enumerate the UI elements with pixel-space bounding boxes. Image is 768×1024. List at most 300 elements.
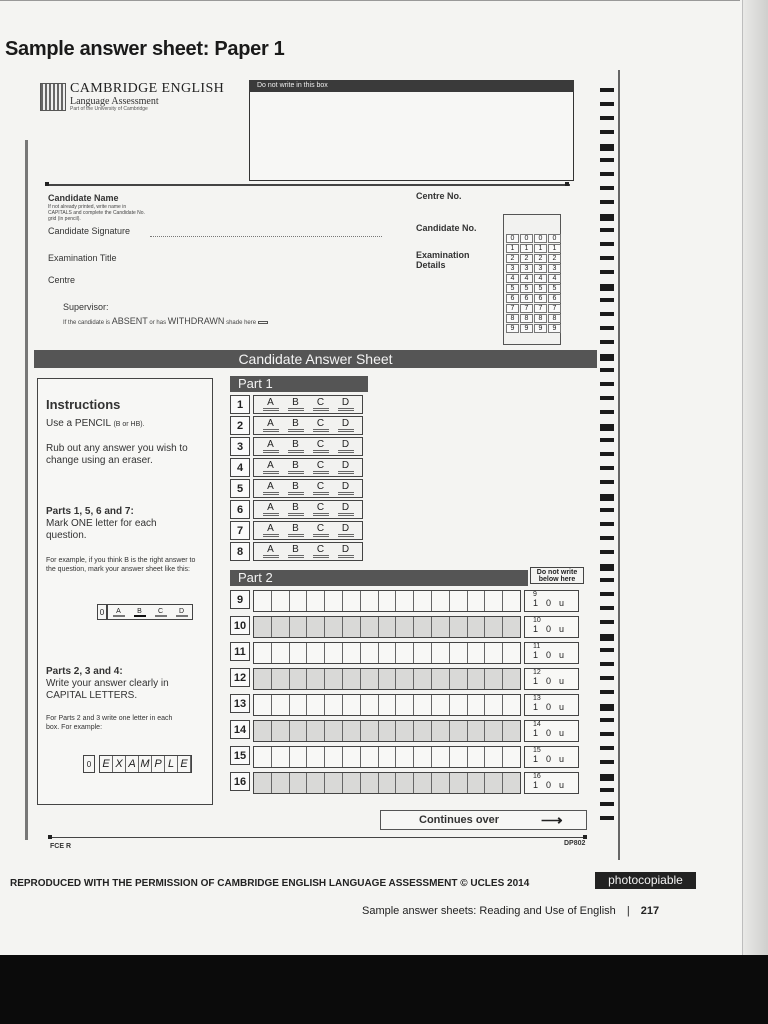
letter-box[interactable] <box>468 617 486 637</box>
letter-box[interactable] <box>254 591 272 611</box>
letter-box[interactable] <box>325 617 343 637</box>
digit-cell[interactable]: 5 <box>534 284 547 293</box>
answer-letter-boxes[interactable] <box>253 772 521 794</box>
letter-box[interactable] <box>361 773 379 793</box>
letter-box[interactable] <box>307 669 325 689</box>
letter-box[interactable] <box>343 617 361 637</box>
answer-options <box>253 479 363 498</box>
question-number: 2 <box>230 416 250 435</box>
letter-box[interactable] <box>379 617 397 637</box>
question-number: 16 <box>230 772 250 791</box>
answer-option-b[interactable]: B <box>288 398 304 411</box>
digit-cell[interactable]: 6 <box>506 294 519 303</box>
digit-cell[interactable]: 6 <box>548 294 561 303</box>
answer-option-d[interactable]: D <box>338 398 354 411</box>
timing-mark <box>600 312 614 316</box>
timing-mark <box>600 340 614 344</box>
letter-box[interactable] <box>468 669 486 689</box>
letter-box[interactable] <box>396 773 414 793</box>
footer-divider <box>48 837 585 838</box>
letter-box[interactable] <box>396 669 414 689</box>
letter-box[interactable] <box>432 591 450 611</box>
answer-option-c[interactable]: C <box>313 440 329 453</box>
score-digit: 0 <box>546 780 552 790</box>
digit-cell[interactable]: 5 <box>548 284 561 293</box>
answer-option-d[interactable]: D <box>338 524 354 537</box>
letter-box[interactable] <box>468 747 486 767</box>
letter-box[interactable] <box>396 591 414 611</box>
part2-row <box>230 668 579 690</box>
letter-box[interactable] <box>254 643 272 663</box>
letter-box[interactable] <box>379 643 397 663</box>
timing-mark <box>600 816 614 820</box>
digit-cell[interactable]: 3 <box>506 264 519 273</box>
letter-box[interactable] <box>485 773 503 793</box>
timing-mark <box>600 200 614 204</box>
answer-option-b[interactable]: B <box>288 503 304 516</box>
score-digit: u <box>559 650 565 660</box>
shield-logo-icon <box>40 83 66 111</box>
digit-cell[interactable]: 3 <box>548 264 561 273</box>
digit-cell[interactable]: 6 <box>520 294 533 303</box>
answer-option-c[interactable]: C <box>313 398 329 411</box>
digit-cell[interactable]: 3 <box>534 264 547 273</box>
digit-cell[interactable]: 3 <box>520 264 533 273</box>
answer-option-a[interactable]: A <box>263 482 279 495</box>
letter-box[interactable] <box>414 643 432 663</box>
letter-box[interactable] <box>343 669 361 689</box>
question-number: 3 <box>230 437 250 456</box>
digit-cell[interactable]: 8 <box>506 314 519 323</box>
letter-box[interactable] <box>307 721 325 741</box>
letter-box[interactable] <box>468 591 486 611</box>
continues-over-label: Continues over <box>419 814 500 826</box>
digit-cell[interactable]: 2 <box>534 254 547 263</box>
answer-option-b[interactable]: B <box>288 482 304 495</box>
letter-box[interactable] <box>379 773 397 793</box>
letter-box[interactable] <box>361 721 379 741</box>
signature-line[interactable] <box>150 236 382 237</box>
digit-cell[interactable]: 8 <box>534 314 547 323</box>
letter-box[interactable] <box>361 643 379 663</box>
timing-mark <box>600 382 614 386</box>
letter-box[interactable] <box>379 747 397 767</box>
reproduced-notice: REPRODUCED WITH THE PERMISSION OF CAMBRIDGE ENGLISH LANGUAGE ASSESSMENT © UCLES 2014 <box>10 878 530 889</box>
part1-questions <box>230 395 363 563</box>
letter-box[interactable] <box>307 773 325 793</box>
answer-option-d[interactable]: D <box>338 419 354 432</box>
letter-box[interactable] <box>503 669 520 689</box>
timing-mark <box>600 354 614 361</box>
score-digits <box>533 702 578 712</box>
letter-box[interactable] <box>450 747 468 767</box>
letter-box[interactable] <box>396 617 414 637</box>
letter-box[interactable] <box>254 747 272 767</box>
letter-box[interactable] <box>290 669 308 689</box>
answer-letter-boxes[interactable] <box>253 746 521 768</box>
score-digit: u <box>559 780 565 790</box>
digit-cell[interactable]: 0 <box>506 234 519 243</box>
digit-cell[interactable]: 7 <box>520 304 533 313</box>
letter-box[interactable] <box>325 747 343 767</box>
answer-option-a[interactable]: A <box>263 440 279 453</box>
score-box <box>524 668 579 690</box>
letter-box[interactable] <box>450 669 468 689</box>
answer-option-c[interactable]: C <box>313 503 329 516</box>
letter-box[interactable] <box>307 695 325 715</box>
part1-row <box>230 416 363 435</box>
digit-cell[interactable]: 9 <box>520 324 533 333</box>
example-letter-box: A <box>126 756 139 772</box>
digit-cell[interactable]: 4 <box>520 274 533 283</box>
letter-box[interactable] <box>307 747 325 767</box>
page-reference-text: Sample answer sheets: Reading and Use of English <box>362 905 616 917</box>
letter-box[interactable] <box>503 721 520 741</box>
digit-cell[interactable]: 2 <box>506 254 519 263</box>
letter-box[interactable] <box>254 721 272 741</box>
letter-box[interactable] <box>290 617 308 637</box>
score-digits <box>533 754 578 764</box>
example-answer <box>97 604 193 620</box>
digit-cell[interactable]: 5 <box>520 284 533 293</box>
digit-cell[interactable]: 8 <box>548 314 561 323</box>
answer-option-d[interactable]: D <box>338 503 354 516</box>
letter-box[interactable] <box>468 773 486 793</box>
letter-box[interactable] <box>325 721 343 741</box>
header-divider <box>45 184 570 186</box>
letter-box[interactable] <box>272 617 290 637</box>
letter-box[interactable] <box>307 617 325 637</box>
letter-box[interactable] <box>468 643 486 663</box>
letter-box[interactable] <box>290 643 308 663</box>
letter-box[interactable] <box>468 721 486 741</box>
answer-option-a[interactable]: A <box>263 419 279 432</box>
letter-box[interactable] <box>503 617 520 637</box>
answer-options <box>253 458 363 477</box>
letter-box[interactable] <box>485 669 503 689</box>
digit-cell[interactable]: 9 <box>548 324 561 333</box>
timing-mark <box>600 774 614 781</box>
letter-box[interactable] <box>432 721 450 741</box>
letter-box[interactable] <box>450 643 468 663</box>
letter-box[interactable] <box>307 643 325 663</box>
timing-mark <box>600 620 614 624</box>
letter-box[interactable] <box>432 747 450 767</box>
scan-border <box>0 955 768 1024</box>
photocopiable-badge: photocopiable <box>595 872 696 889</box>
digit-cell[interactable]: 1 <box>548 244 561 253</box>
answer-option-d[interactable]: D <box>338 461 354 474</box>
letter-box[interactable] <box>361 669 379 689</box>
digit-cell[interactable]: 9 <box>534 324 547 333</box>
question-number: 15 <box>230 746 250 765</box>
logo-subtitle: Language Assessment <box>70 96 159 107</box>
part1-row <box>230 521 363 540</box>
answer-option-b[interactable]: B <box>288 461 304 474</box>
letter-box[interactable] <box>396 643 414 663</box>
letter-box[interactable] <box>361 591 379 611</box>
letter-box[interactable] <box>396 721 414 741</box>
part1-row <box>230 500 363 519</box>
absent-shade-box[interactable] <box>258 321 268 324</box>
answer-option-c[interactable]: C <box>313 419 329 432</box>
question-number: 11 <box>230 642 250 661</box>
letter-box[interactable] <box>272 721 290 741</box>
letter-box[interactable] <box>468 695 486 715</box>
score-question-ref: 16 <box>533 773 541 780</box>
letter-box[interactable] <box>343 721 361 741</box>
answer-option-a[interactable]: A <box>263 398 279 411</box>
score-digit: 1 <box>533 780 539 790</box>
answer-option-c[interactable]: C <box>313 524 329 537</box>
letter-box[interactable] <box>432 695 450 715</box>
letter-box[interactable] <box>290 747 308 767</box>
digit-cell[interactable]: 5 <box>506 284 519 293</box>
letter-box[interactable] <box>325 643 343 663</box>
absent-word: ABSENT <box>111 316 148 326</box>
letter-box[interactable] <box>254 695 272 715</box>
letter-box[interactable] <box>379 591 397 611</box>
question-number: 4 <box>230 458 250 477</box>
letter-box[interactable] <box>503 695 520 715</box>
letter-box[interactable] <box>290 721 308 741</box>
timing-mark <box>600 410 614 414</box>
letter-box[interactable] <box>290 773 308 793</box>
letter-box[interactable] <box>343 773 361 793</box>
digit-cell[interactable]: 7 <box>548 304 561 313</box>
letter-box[interactable] <box>450 591 468 611</box>
letter-box[interactable] <box>485 747 503 767</box>
answer-letter-boxes[interactable] <box>253 590 521 612</box>
letter-box[interactable] <box>361 617 379 637</box>
answer-option-b[interactable]: B <box>288 545 304 558</box>
digit-cell[interactable]: 1 <box>534 244 547 253</box>
letter-box[interactable] <box>450 773 468 793</box>
answer-letter-boxes[interactable] <box>253 642 521 664</box>
logo-subtitle-2: Part of the University of Cambridge <box>70 106 148 112</box>
letter-box[interactable] <box>343 747 361 767</box>
digit-cell[interactable]: 9 <box>506 324 519 333</box>
answer-options <box>253 542 363 561</box>
part2-row <box>230 694 579 716</box>
digit-cell[interactable]: 4 <box>506 274 519 283</box>
timing-mark <box>600 536 614 540</box>
letter-box[interactable] <box>503 747 520 767</box>
exam-title-label: Examination Title <box>48 253 117 263</box>
letter-box[interactable] <box>432 643 450 663</box>
letter-box[interactable] <box>361 747 379 767</box>
digit-cell[interactable]: 8 <box>520 314 533 323</box>
question-number: 12 <box>230 668 250 687</box>
timing-mark <box>600 606 614 610</box>
part2-row <box>230 772 579 794</box>
letter-box[interactable] <box>379 669 397 689</box>
digit-cell[interactable]: 1 <box>520 244 533 253</box>
digit-cell[interactable]: 2 <box>520 254 533 263</box>
answer-option-c[interactable]: C <box>313 545 329 558</box>
digit-cell[interactable]: 0 <box>548 234 561 243</box>
letter-box[interactable] <box>379 695 397 715</box>
letter-box[interactable] <box>254 773 272 793</box>
timing-mark <box>600 522 614 526</box>
digit-cell[interactable]: 1 <box>506 244 519 253</box>
answer-letter-boxes[interactable] <box>253 668 521 690</box>
letter-box[interactable] <box>414 747 432 767</box>
letter-box[interactable] <box>396 695 414 715</box>
letter-box[interactable] <box>254 669 272 689</box>
centre-no-label: Centre No. <box>416 191 462 201</box>
form-code-left: FCE R <box>50 843 71 850</box>
score-digit: u <box>559 676 565 686</box>
digit-cell[interactable]: 4 <box>534 274 547 283</box>
answer-letter-boxes[interactable] <box>253 694 521 716</box>
example-letter-box: L <box>165 756 178 772</box>
parts-1567-heading: Parts 1, 5, 6 and 7: <box>46 506 134 517</box>
example-option: B <box>134 608 146 617</box>
answer-option-c[interactable]: C <box>313 482 329 495</box>
letter-box[interactable] <box>396 747 414 767</box>
example-letter-box: E <box>178 756 191 772</box>
letter-box[interactable] <box>414 695 432 715</box>
letter-box[interactable] <box>290 695 308 715</box>
timing-mark <box>600 578 614 582</box>
absent-note <box>63 316 268 326</box>
letter-box[interactable] <box>432 669 450 689</box>
digit-cell[interactable]: 0 <box>534 234 547 243</box>
arrow-right-icon: ⟶ <box>541 812 563 829</box>
timing-mark <box>600 648 614 652</box>
score-digits <box>533 676 578 686</box>
question-number: 6 <box>230 500 250 519</box>
answer-letter-boxes[interactable] <box>253 720 521 742</box>
score-digit: u <box>559 728 565 738</box>
candidate-no-label: Candidate No. <box>416 223 477 233</box>
answer-option-b[interactable]: B <box>288 440 304 453</box>
digit-cell[interactable]: 6 <box>534 294 547 303</box>
timing-mark <box>600 662 614 666</box>
timing-mark <box>600 396 614 400</box>
letter-box[interactable] <box>432 773 450 793</box>
letter-box[interactable] <box>325 695 343 715</box>
digit-cell[interactable]: 7 <box>506 304 519 313</box>
logo-name: CAMBRIDGE ENGLISH <box>70 81 225 96</box>
letter-box[interactable] <box>485 695 503 715</box>
timing-mark <box>600 88 614 92</box>
score-digit: u <box>559 754 565 764</box>
answer-option-a[interactable]: A <box>263 524 279 537</box>
example-num: 0 <box>97 604 107 620</box>
registration-mark <box>565 182 569 186</box>
score-digit: 0 <box>546 624 552 634</box>
example-text: For example, if you think B is the right answer to the question, mark your answer sheet like this: <box>46 557 196 573</box>
letter-box[interactable] <box>414 721 432 741</box>
letter-box[interactable] <box>379 721 397 741</box>
letter-box[interactable] <box>325 669 343 689</box>
letter-box[interactable] <box>307 591 325 611</box>
score-box <box>524 746 579 768</box>
letter-box[interactable] <box>450 617 468 637</box>
letter-box[interactable] <box>343 591 361 611</box>
registration-mark <box>583 835 587 839</box>
letter-box[interactable] <box>450 695 468 715</box>
letter-box[interactable] <box>343 643 361 663</box>
letter-box[interactable] <box>325 591 343 611</box>
letter-box[interactable] <box>432 617 450 637</box>
letter-box[interactable] <box>485 591 503 611</box>
answer-option-a[interactable]: A <box>263 503 279 516</box>
example-word-boxes <box>99 755 192 773</box>
answer-option-d[interactable]: D <box>338 440 354 453</box>
answer-option-b[interactable]: B <box>288 524 304 537</box>
digit-cell[interactable]: 0 <box>520 234 533 243</box>
answer-option-a[interactable]: A <box>263 545 279 558</box>
do-not-write-label: Do not write in this box <box>249 80 574 92</box>
timing-mark <box>600 480 614 484</box>
timing-mark <box>600 130 614 134</box>
answer-option-c[interactable]: C <box>313 461 329 474</box>
answer-letter-boxes[interactable] <box>253 616 521 638</box>
question-number: 10 <box>230 616 250 635</box>
part2-heading: Part 2 <box>230 570 528 586</box>
answer-options <box>253 521 363 540</box>
letter-box[interactable] <box>272 747 290 767</box>
score-digits <box>533 624 578 634</box>
question-number: 14 <box>230 720 250 739</box>
letter-box[interactable] <box>254 617 272 637</box>
timing-mark <box>600 256 614 260</box>
letter-box[interactable] <box>325 773 343 793</box>
letter-box[interactable] <box>272 591 290 611</box>
part2-row <box>230 590 579 612</box>
letter-box[interactable] <box>485 643 503 663</box>
score-digits <box>533 650 578 660</box>
timing-mark <box>600 690 614 694</box>
letter-box[interactable] <box>290 591 308 611</box>
letter-box[interactable] <box>272 669 290 689</box>
letter-box[interactable] <box>450 721 468 741</box>
timing-mark <box>600 704 614 711</box>
letter-box[interactable] <box>503 591 520 611</box>
answer-option-d[interactable]: D <box>338 545 354 558</box>
letter-box[interactable] <box>503 643 520 663</box>
digit-cell[interactable]: 2 <box>548 254 561 263</box>
digit-cell[interactable]: 7 <box>534 304 547 313</box>
letter-box[interactable] <box>414 591 432 611</box>
absent-note-text: shade here <box>226 320 257 326</box>
letter-box[interactable] <box>485 617 503 637</box>
letter-box[interactable] <box>361 695 379 715</box>
letter-box[interactable] <box>343 695 361 715</box>
letter-box[interactable] <box>503 773 520 793</box>
timing-mark <box>600 242 614 246</box>
part2-row <box>230 642 579 664</box>
answer-option-d[interactable]: D <box>338 482 354 495</box>
letter-box[interactable] <box>414 773 432 793</box>
timing-mark <box>600 186 614 190</box>
answer-option-b[interactable]: B <box>288 419 304 432</box>
letter-box[interactable] <box>485 721 503 741</box>
continues-over-box <box>380 810 587 830</box>
do-not-write-below: Do not write below here <box>530 567 584 584</box>
letter-box[interactable] <box>272 643 290 663</box>
letter-box[interactable] <box>272 773 290 793</box>
answer-option-a[interactable]: A <box>263 461 279 474</box>
letter-box[interactable] <box>272 695 290 715</box>
letter-box[interactable] <box>414 669 432 689</box>
score-digits <box>533 728 578 738</box>
digit-cell[interactable]: 4 <box>548 274 561 283</box>
letter-box[interactable] <box>414 617 432 637</box>
